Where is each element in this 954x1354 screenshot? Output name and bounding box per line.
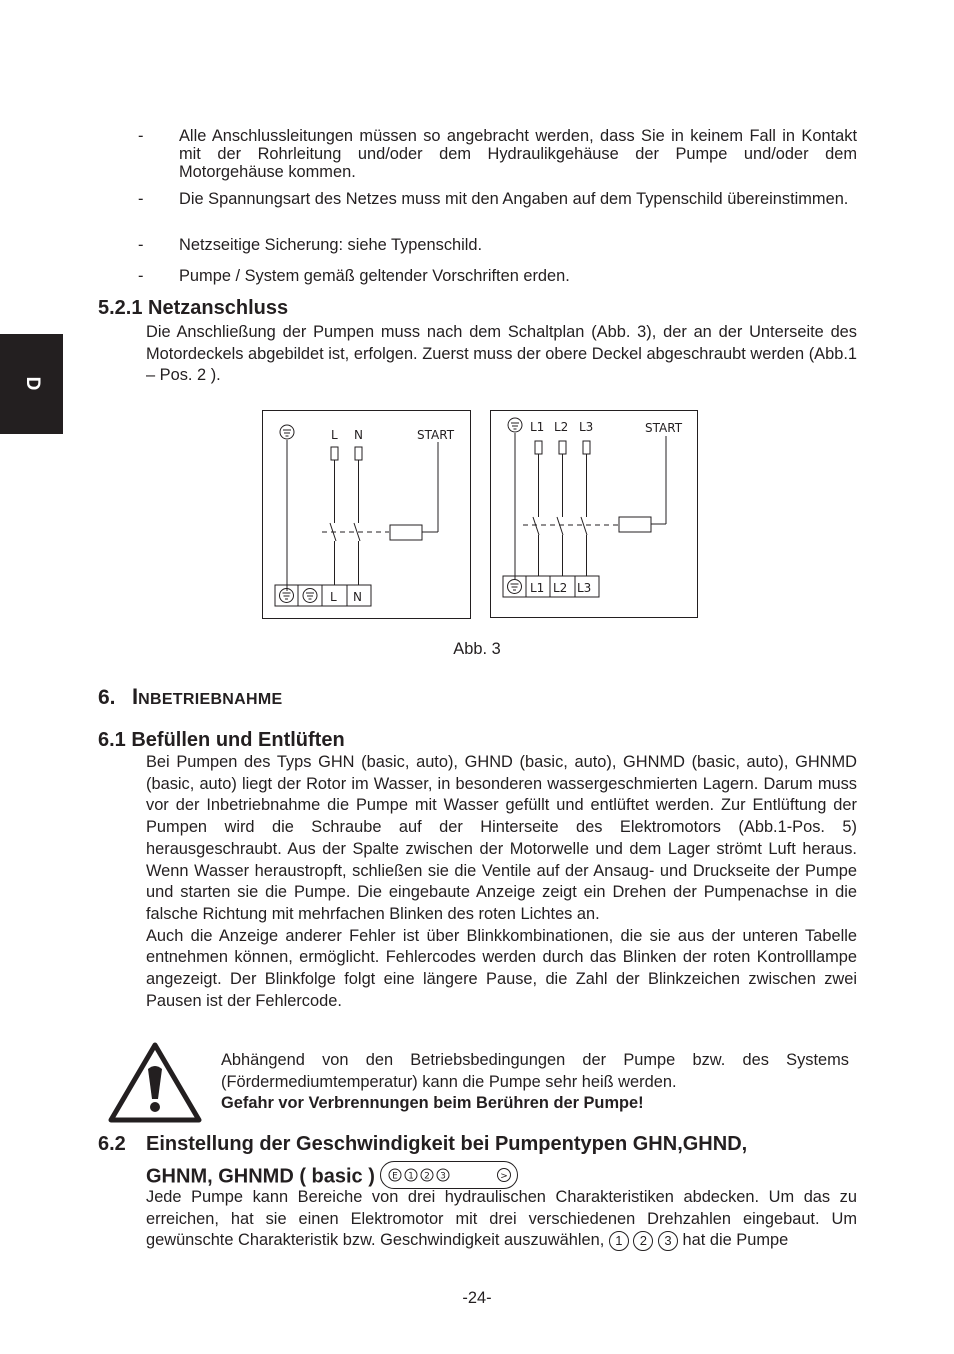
section-62-text-after: hat die Pumpe	[682, 1231, 789, 1250]
bullet-text: Pumpe / System gemäß geltender Vorschriften erden.	[179, 267, 570, 285]
section-number-62: 6.2	[98, 1133, 126, 1155]
panel-e-label: E	[392, 1171, 399, 1182]
section-61-paragraph-1: Bei Pumpen des Typs GHN (basic, auto), GHND (basic, auto), GHNMD (basic, auto), GHNMD (basic, auto) liegt der Rotor im Wasser, in besonderen wassergeschmierten Lagern. Darum muss vor der Inbetriebnahme die Pumpe mit Wasser gefüllt und entlüftet werden. Zur Entlüftung der Pumpen wird die Schraube auf der Hinterseite des Elektromotors (Abb.1-Pos. 5) herausgeschraubt. Aus der Spalte zwischen der Motorwelle und dem Lager strömt Luft heraus. Wenn Wasser heraustropft, schließen sie die Ventile auf der Ansaug- und Druckseite der Pumpe und starten sie die Pumpe. Die eingebaute Anzeige zeigt ein Drehen der Pumpenachse in die falsche Richtung mit mehrfachen Blinken des roten Lichtes an.	[146, 753, 857, 923]
warning-bold-text: Gefahr vor Verbrennungen beim Berühren der Pumpe!	[221, 1094, 644, 1113]
bullet-text: Alle Anschlussleitungen müssen so angebracht werden, dass Sie in keinem Fall in Kontakt mit der Rohrleitung und/oder dem Hydraulikgehäuse der Pumpe und/oder dem Motorgehäuse kommen.	[179, 127, 857, 181]
section-title-62-line1: Einstellung der Geschwindigkeit bei Pumpentypen GHN,GHND,	[146, 1133, 748, 1155]
section-title-521: 5.2.1 Netzanschluss	[98, 297, 289, 319]
label-n: N	[354, 428, 363, 442]
terminal-l1: L1	[530, 581, 545, 595]
section-title-61: 6.1 Befüllen und Entlüften	[98, 729, 345, 751]
bullet-dash: -	[138, 267, 144, 285]
label-l: L	[331, 428, 338, 442]
figure-caption: Abb. 3	[453, 640, 501, 658]
chapter-title	[98, 684, 282, 710]
language-tab-label: D	[21, 376, 43, 392]
terminal-l: L	[330, 590, 337, 604]
terminal-l2: L2	[553, 581, 568, 595]
bullet-dash: -	[138, 190, 144, 208]
panel-arrow: >	[500, 1171, 509, 1182]
page-number: -24-	[462, 1289, 492, 1307]
speed-3-icon: 3	[658, 1231, 678, 1251]
section-text-521: Die Anschließung der Pumpen muss nach dem Schaltplan (Abb. 3), der an der Unterseite des Motordeckels abgebildet ist, erfolgen. Zuerst muss der obere Deckel abgeschraubt werden (Abb.1 – Pos. 2 ).	[146, 323, 857, 385]
terminal-n: N	[353, 590, 362, 604]
warning-icon	[108, 1042, 202, 1124]
terminal-l3: L3	[577, 581, 592, 595]
label-l3: L3	[579, 420, 594, 434]
chapter-title-initial: I	[132, 684, 139, 709]
chapter-number: 6.	[98, 686, 116, 709]
label-start: START	[417, 428, 455, 442]
speed-2-icon: 2	[633, 1231, 653, 1251]
bullet-text: Netzseitige Sicherung: siehe Typenschild.	[179, 236, 483, 254]
section-title-62-line2-text: GHNM, GHNMD ( basic )	[146, 1165, 375, 1188]
label-l1: L1	[530, 420, 545, 434]
speed-1-icon: 1	[609, 1231, 629, 1251]
panel-speed-3: 3	[440, 1171, 447, 1182]
wiring-diagram-three-phase	[490, 410, 698, 618]
wiring-diagram-three-svg	[491, 411, 697, 617]
language-tab	[0, 334, 63, 434]
warning-text: Abhängend von den Betriebsbedingungen der Pumpe bzw. des Systems (Fördermediumtemperatur) kann die Pumpe sehr heiß werden.	[221, 1051, 849, 1091]
bullet-dash: -	[138, 127, 144, 145]
panel-speed-2: 2	[424, 1171, 431, 1182]
chapter-title-rest: NBETRIEBNAHME	[138, 691, 283, 708]
wiring-diagram-single-svg	[263, 411, 470, 618]
bullet-dash: -	[138, 236, 144, 254]
section-62-text-main: Jede Pumpe kann Bereiche von drei hydraulischen Charakteristiken abdecken. Um das zu erreichen, hat sie einen Elektromotor mit drei verschiedenen Drehzahlen eingebaut. Um gewünschte Charakteristik bzw. Geschwindigkeit auszuwählen,	[146, 1188, 857, 1250]
section-61-body	[146, 752, 857, 1012]
wiring-diagram-single-phase	[262, 410, 471, 619]
section-62-text	[146, 1187, 857, 1252]
label-l2: L2	[554, 420, 569, 434]
warning-text-block	[221, 1050, 849, 1115]
bullet-text: Die Spannungsart des Netzes muss mit den Angaben auf dem Typenschild übereinstimmen.	[179, 190, 849, 208]
panel-speed-1: 1	[408, 1171, 415, 1182]
label-start: START	[645, 421, 683, 435]
control-panel-icon	[380, 1161, 518, 1189]
section-61-paragraph-2: Auch die Anzeige anderer Fehler ist über Blinkkombinationen, die sie aus der unteren Tabelle entnehmen können, ermöglicht. Fehlercodes werden durch das Blinken der roten Kontrolllampe angezeigt. Der Blinkfolge folgt eine längere Pause, die Zahl der Blinkzeichen zwischen zwei Pausen ist der Fehlercode.	[146, 926, 857, 1010]
